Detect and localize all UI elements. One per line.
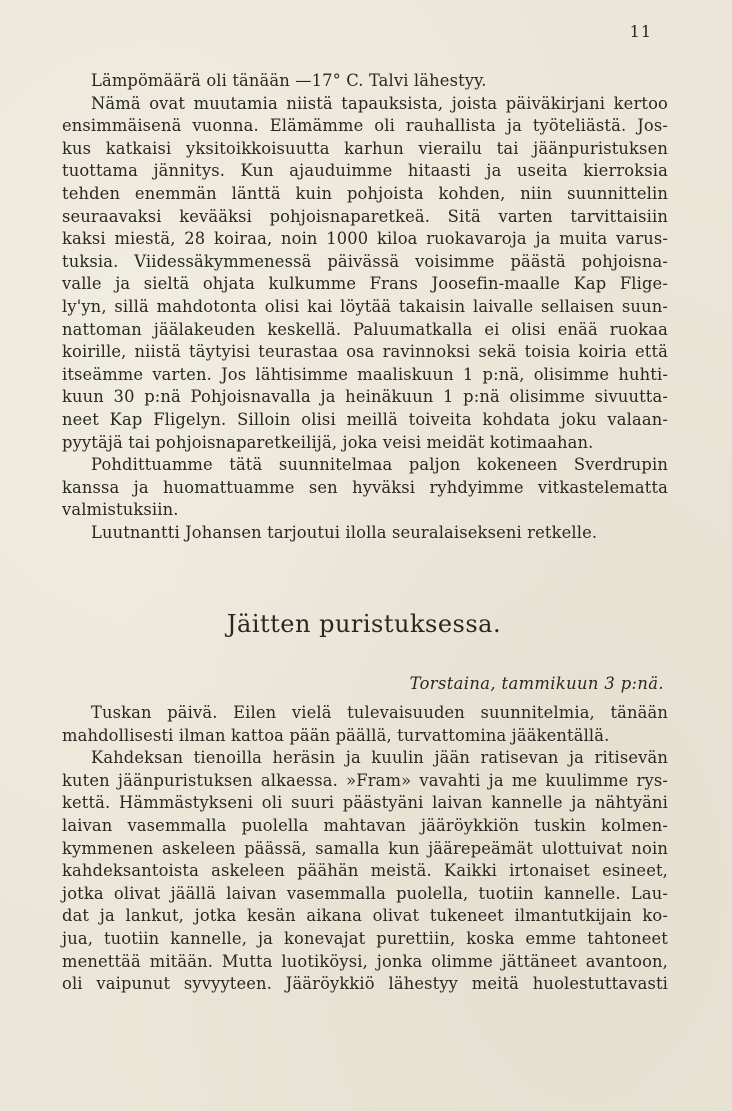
text-line: ly'yn, sillä mahdotonta olisi kai löytää takaisin laivalle sellaisen suun- xyxy=(62,296,668,316)
text-line: Lämpömäärä oli tänään —17° C. Talvi lähestyy. xyxy=(91,71,487,90)
text-line: kymmenen askeleen päässä, samalla kun jäärepeämät ulottuivat noin xyxy=(62,838,668,858)
text-line: kanssa ja huomattuamme sen hyväksi ryhdyimme vitkastelematta xyxy=(62,477,668,497)
text-line: valmistuksiin. xyxy=(62,500,179,520)
text-line: laivan vasemmalla puolella mahtavan jääröykkiön tuskin kolmen- xyxy=(62,815,668,835)
body-text-bottom xyxy=(62,702,668,996)
text-line: tehden enemmän länttä kuin pohjoista kohden, niin suunnittelin xyxy=(62,183,668,203)
text-line: neet Kap Fligelyn. Silloin olisi meillä toiveita kohdata joku valaan- xyxy=(62,409,668,429)
text-line: mahdollisesti ilman kattoa pään päällä, turvattomina jääkentällä. xyxy=(62,725,610,745)
text-line: kettä. Hämmästykseni oli suuri päästyäni laivan kannelle ja nähtyäni xyxy=(62,793,668,813)
text-line: valle ja sieltä ohjata kulkumme Frans Joosefin-maalle Kap Flige- xyxy=(62,274,668,294)
text-line: kuun 30 p:nä Pohjoisnavalla ja heinäkuun 1 p:nä olisimme sivuutta- xyxy=(62,387,668,407)
text-line: jotka olivat jäällä laivan vasemmalla puolella, tuotiin kannelle. Lau- xyxy=(62,883,668,903)
text-line: seuraavaksi kevääksi pohjoisnaparetkeä. Sitä varten tarvittaisiin xyxy=(62,206,668,226)
text-line: pyytäjä tai pohjoisnaparetkeilijä, joka veisi meidät kotimaahan. xyxy=(62,432,594,452)
text-line: jua, tuotiin kannelle, ja konevajat purettiin, koska emme tahtoneet xyxy=(62,928,668,948)
text-line: kuten jäänpuristuksen alkaessa. »Fram» vavahti ja me kuulimme rys- xyxy=(62,770,668,790)
section-heading: Jäitten puristuksessa. xyxy=(226,610,502,638)
text-line: kus katkaisi yksitoikkoisuutta karhun vierailu tai jäänpuristuksen xyxy=(62,138,668,158)
text-line: kaksi miestä, 28 koiraa, noin 1000 kiloa ruokavaroja ja muita varus- xyxy=(62,229,668,249)
text-line: tuottama jännitys. Kun ajauduimme hitaasti ja useita kierroksia xyxy=(62,161,668,181)
text-line: Kahdeksan tienoilla heräsin ja kuulin jään ratisevan ja ritisevän xyxy=(91,748,668,768)
text-line: dat ja lankut, jotka kesän aikana olivat tukeneet ilmantutkijain ko- xyxy=(62,906,668,926)
diary-dateline: Torstaina, tammikuun 3 p:nä. xyxy=(409,674,664,693)
text-line: Pohdittuamme tätä suunnitelmaa paljon kokeneen Sverdrupin xyxy=(91,455,668,475)
text-line: itseämme varten. Jos lähtisimme maaliskuun 1 p:nä, olisimme huhti- xyxy=(62,364,668,384)
text-line: oli vaipunut syvyyteen. Jääröykkiö lähestyy meitä huolestuttavasti xyxy=(62,974,668,994)
text-line: Nämä ovat muutamia niistä tapauksista, joista päiväkirjani kertoo xyxy=(91,93,668,113)
text-line: Tuskan päivä. Eilen vielä tulevaisuuden suunnitelmia, tänään xyxy=(91,703,668,722)
page-number: 11 xyxy=(629,22,652,41)
text-line: menettää mitään. Mutta luotiköysi, jonka olimme jättäneet avantoon, xyxy=(62,951,668,971)
text-line: Luutnantti Johansen tarjoutui ilolla seuralaisekseni retkelle. xyxy=(91,522,598,542)
text-line: ensimmäisenä vuonna. Elämämme oli rauhallista ja työteliästä. Jos- xyxy=(62,116,668,136)
text-line: nattoman jäälakeuden keskellä. Paluumatkalla ei olisi enää ruokaa xyxy=(62,319,668,339)
body-text-top xyxy=(62,70,668,544)
text-line: kahdeksantoista askeleen päähän meistä. Kaikki irtonaiset esineet, xyxy=(62,861,668,881)
text-line: tuksia. Viidessäkymmenessä päivässä voisimme päästä pohjoisna- xyxy=(62,251,668,271)
text-line: koirille, niistä täytyisi teurastaa osa ravinnoksi sekä toisia koiria että xyxy=(62,342,668,362)
